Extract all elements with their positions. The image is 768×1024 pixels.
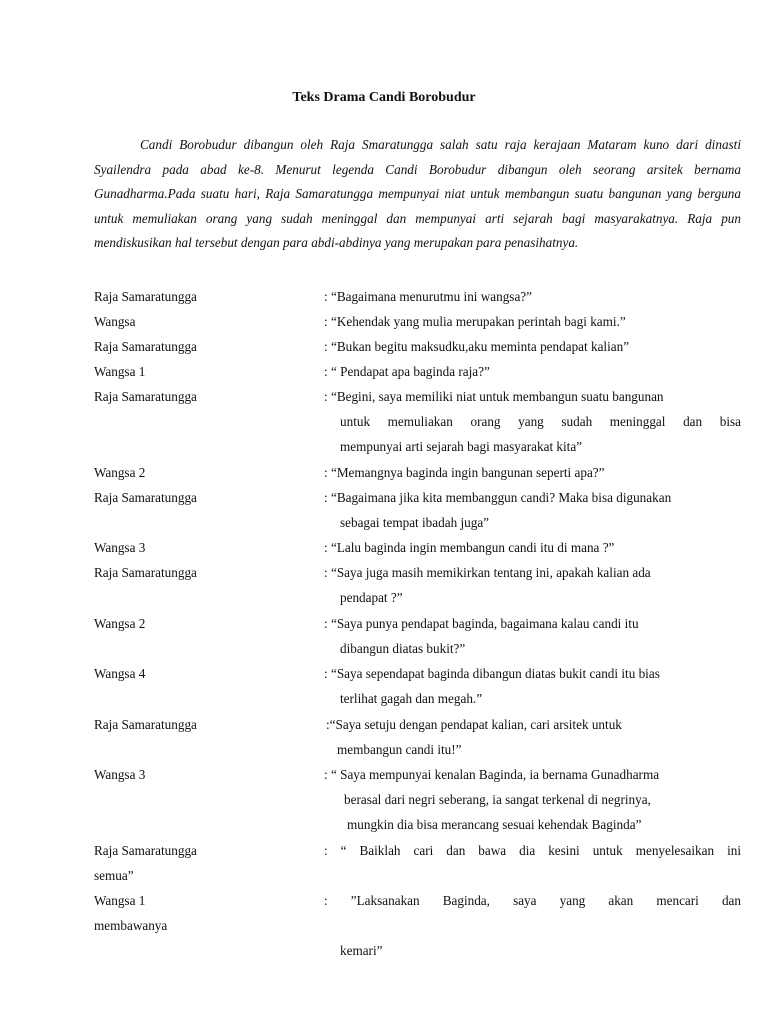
dialogue-line: : ”Laksanakan Baginda, saya yang akan mencari dan	[324, 893, 741, 908]
dialogue-line: : “Bagaimana menurutmu ini wangsa?”	[324, 289, 532, 304]
speaker-name: Wangsa 1	[94, 364, 146, 379]
dialogue-continuation: dibangun diatas bukit?”	[340, 641, 466, 656]
dialogue-continuation: membangun candi itu!”	[337, 742, 462, 757]
dialogue-continuation: kemari”	[340, 943, 383, 958]
dialogue-wrap: membawanya	[94, 918, 168, 933]
speaker-name: Wangsa 4	[94, 666, 146, 681]
speaker-name: Wangsa 1	[94, 893, 146, 908]
dialogue-line: : “Saya juga masih memikirkan tentang ini, apakah kalian ada	[324, 565, 651, 580]
speaker-name: Raja Samaratungga	[94, 389, 197, 404]
dialogue-line: : “Begini, saya memiliki niat untuk membangun suatu bangunan	[324, 389, 664, 404]
speaker-name: Wangsa 2	[94, 616, 146, 631]
dialogue-continuation: mungkin dia bisa merancang sesuai kehendak Baginda”	[347, 817, 642, 832]
dialogue-line: : “Bagaimana jika kita membanggun candi? Maka bisa digunakan	[324, 490, 672, 505]
dialogue-line: : “Saya sependapat baginda dibangun diatas bukit candi itu bias	[324, 666, 660, 681]
speaker-name: Wangsa 3	[94, 540, 146, 555]
dialogue-continuation: terlihat gagah dan megah.”	[340, 691, 483, 706]
dialogue-wrap: semua”	[94, 868, 134, 883]
dialogue-line: : “ Pendapat apa baginda raja?”	[324, 364, 490, 379]
dialogue-continuation: mempunyai arti sejarah bagi masyarakat kita”	[340, 439, 583, 454]
speaker-name: Wangsa	[94, 314, 136, 329]
speaker-name: Wangsa 2	[94, 465, 146, 480]
dialogue-line: :“Saya setuju dengan pendapat kalian, cari arsitek untuk	[326, 717, 622, 732]
speaker-name: Raja Samaratungga	[94, 289, 197, 304]
dialogue-line: : “Lalu baginda ingin membangun candi itu di mana ?”	[324, 540, 615, 555]
intro-text: Candi Borobudur dibangun oleh Raja Smaratungga salah satu raja kerajaan Mataram kuno dari dinasti Syailendra pada abad ke-8. Menurut legenda Candi Borobudur dibangun oleh seorang arsitek bernama Gunadharma.Pada suatu hari, Raja Samaratungga mempunyai niat untuk membangun suatu bangunan yang berguna untuk memuliakan orang yang sudah meninggal dan mempunyai arti sejarah bagi masyarakatnya. Raja pun mendiskusikan hal tersebut dengan para abdi-abdinya yang merupakan para penasihatnya.	[94, 137, 741, 251]
intro-paragraph	[94, 133, 741, 256]
dialogue-continuation: sebagai tempat ibadah juga”	[340, 515, 490, 530]
dialogue-continuation: berasal dari negri seberang, ia sangat terkenal di negrinya,	[344, 792, 651, 807]
speaker-name: Raja Samaratungga	[94, 339, 197, 354]
dialogue-line: : “ Baiklah cari dan bawa dia kesini untuk menyelesaikan ini	[324, 843, 741, 858]
speaker-name: Raja Samaratungga	[94, 843, 197, 858]
speaker-name: Raja Samaratungga	[94, 717, 197, 732]
document-title: Teks Drama Candi Borobudur	[292, 90, 476, 105]
dialogue-line: : “Saya punya pendapat baginda, bagaimana kalau candi itu	[324, 616, 639, 631]
dialogue-continuation: pendapat ?”	[340, 590, 403, 605]
dialogue-line: : “Bukan begitu maksudku,aku meminta pendapat kalian”	[324, 339, 630, 354]
dialogue-continuation: untuk memuliakan orang yang sudah meninggal dan bisa	[340, 414, 741, 429]
speaker-name: Raja Samaratungga	[94, 490, 197, 505]
speaker-name: Wangsa 3	[94, 767, 146, 782]
dialogue-line: : “Kehendak yang mulia merupakan perintah bagi kami.”	[324, 314, 626, 329]
speaker-name: Raja Samaratungga	[94, 565, 197, 580]
dialogue-line: : “ Saya mempunyai kenalan Baginda, ia bernama Gunadharma	[324, 767, 660, 782]
dialogue-line: : “Memangnya baginda ingin bangunan seperti apa?”	[324, 465, 605, 480]
